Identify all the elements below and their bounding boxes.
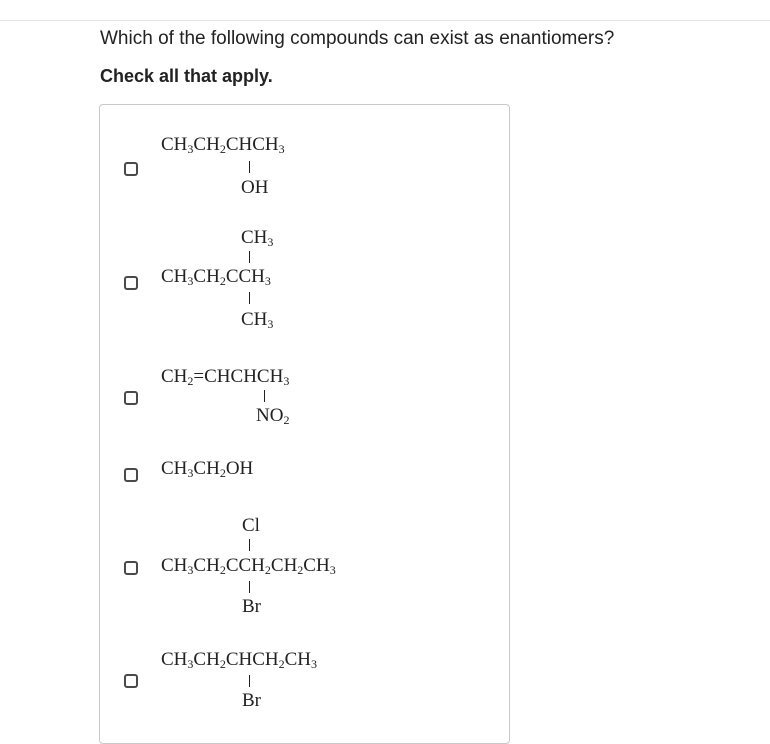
option-3-substituent-below: $NO_2$ [256, 405, 290, 427]
option-2-main-formula: $CH_3CH_2CCH_3$ [161, 266, 271, 288]
option-1-substituent-below: OH [241, 177, 269, 198]
option-1-bond-down [249, 161, 250, 173]
option-1-main-formula: $CH_3CH_2CHCH_3$ [161, 134, 285, 156]
option-6-substituent-below: Br [242, 690, 261, 711]
option-2-substituent-above: $CH_3$ [241, 227, 274, 249]
option-3-main-formula: $CH_2=CHCHCH_3$ [161, 366, 290, 388]
option-5-main-formula: $CH_3CH_2CCH_2CH_2CH_3$ [161, 555, 336, 577]
option-2-bond-down [249, 292, 250, 304]
option-5-substituent-below: Br [242, 596, 261, 617]
question-prompt: Which of the following compounds can exist as enantiomers? [100, 28, 615, 49]
answer-options-panel [99, 104, 510, 744]
option-5-substituent-above: Cl [242, 515, 260, 536]
top-divider [0, 20, 770, 21]
option-6-checkbox[interactable] [124, 674, 138, 688]
option-1-checkbox[interactable] [124, 162, 138, 176]
question-instruction: Check all that apply. [100, 66, 273, 86]
option-2-bond-up [249, 251, 250, 263]
option-5-bond-down [249, 581, 250, 593]
option-3-checkbox[interactable] [124, 391, 138, 405]
option-6-main-formula: $CH_3CH_2CHCH_2CH_3$ [161, 649, 318, 671]
option-4-checkbox[interactable] [124, 468, 138, 482]
option-5-bond-up [249, 539, 250, 551]
option-6-bond-down [249, 675, 250, 687]
option-4-main-formula: $CH_3CH_2OH$ [161, 458, 254, 480]
option-2-checkbox[interactable] [124, 276, 138, 290]
option-2-substituent-below: $CH_3$ [241, 309, 274, 331]
option-3-bond-down [264, 390, 265, 402]
option-5-checkbox[interactable] [124, 561, 138, 575]
